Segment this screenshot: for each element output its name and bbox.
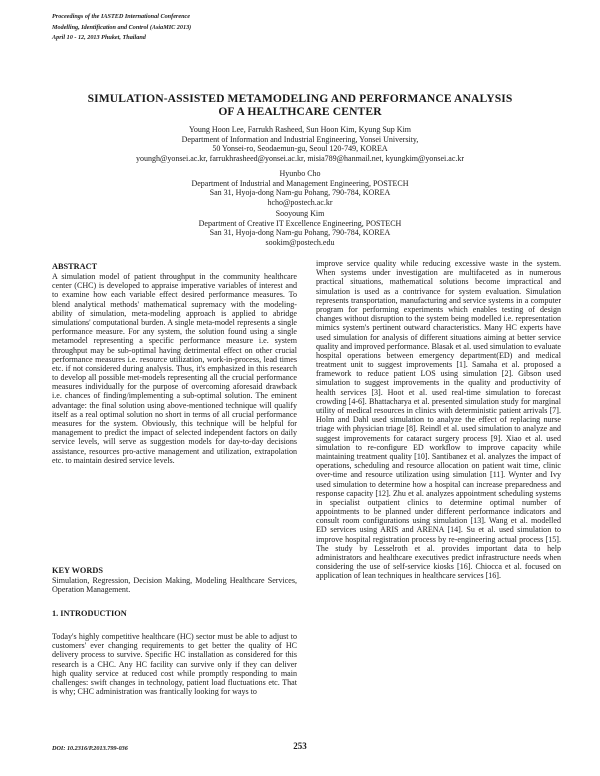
author-names: Sooyoung Kim: [275, 209, 325, 218]
left-column: [52, 262, 297, 465]
author-names: Young Hoon Lee, Farrukh Rasheed, Sun Hoon Kim, Kyung Sup Kim: [188, 125, 412, 134]
address: San 31, Hyoja-dong Nam-gu Pohang, 790-784, KOREA: [209, 228, 391, 238]
department: Department of Creative IT Excellence Engineering, POSTECH: [198, 218, 402, 228]
abstract-text: A simulation model of patient throughput in the community healthcare center (CHC) is developed to appraise imperative variables of interest and to examine how each variable effect desired performance measures. To blend analytical methods' mathematical supremacy with the modeling-ability of simulation, meta-modeling approach is applied to abridge simulations' computational burden. A single meta-model represents a single performance measure. For any system, the solution found using a single metamodel representing a specific performance measure i.e. system throughput may be sub-optimal having detrimental effect on other crucial performance measures i.e. resource utilization, work-in-process, lead times etc. if not considered during analysis. Thus, it's emphasized in this research to develop all possible met-models representing all the crucial performance measures individually for the purpose of overcoming aforesaid drawback i.e. chances of finding/implementing a sub-optimal solution. The eminent advantage: the final solution using above-mentioned technique will qualify itself as a real optimal solution no short in terms of all crucial performance measures for the system. Obviously, this technique will be helpful for management to predict the impact of selected independent factors on daily service levels, will serve as suggestion models for day-to-day decisions assistance, resources pro-active management and utilization, extrapolation etc. to maintain desired service levels.: [52, 272, 297, 465]
date-line: April 10 - 12, 2013 Phuket, Thailand: [52, 34, 146, 41]
keywords-section: [52, 566, 297, 594]
introduction-text-left: Today's highly competitive healthcare (HC) sector must be able to adjust to customers' ever changing requirements to get better the quality of HC delivery process to survive. Specific HC installation as considered for this research is a CHC. Any HC facility can survive only if they can deliver high quality service at reduced cost while promptly responding to main challenges: swift changes in technology, patient load fluctuations etc. That is why; CHC administration was frantically looking for ways to: [52, 632, 297, 697]
department: Department of Industrial and Management Engineering, POSTECH: [191, 178, 409, 188]
proceedings-header: [52, 12, 191, 44]
conference-line: Modelling, Identification and Control (AsiaMIC 2013): [52, 23, 192, 31]
proceedings-line: Proceedings of the IASTED International Conference: [52, 13, 191, 20]
introduction-text-right: improve service quality while reducing excessive waste in the system. When systems under investigation are multifaceted as in numerous practical situations, mathematical solutions become impractical and simulation is used as a contrivance for system evaluation. Simulation represents transportation, manufacturing and service systems in a computer program for performing experiments which enables testing of design changes without disruption to the system being modelled i.e. representation mimics system's pertinent outward characteristics. Many HC experts have used simulation for analysis of different situations aiming at better service quality and improved performance. Blasak et al. used simulation to evaluate hospital operations between emergency department(ED) and medical treatment unit to suggest improvements [1]. Samaha et al. proposed a framework to reduce patient LOS using simulation [2]. Gibson used simulation to suggest improvements in the quality and productivity of health services [3]. Hoot et al. used real-time simulation to forecast crowding [4-6]. Bhattacharya et al. presented simulation study for marginal utility of medical resources in clinics with deterministic patient arrivals [7]. Holm and Dahl used simulation to analyze the effect of replacing nurse triage with physician triage [8]. Reindl et al. used simulation to analyze and suggest improvements for cataract surgery process [9]. Xiao et al. used simulation to re-configure ED workflow to improve capacity while maintaining treatment quality [10]. Santibanez et al. analyzes the impact of operations, scheduling and resource allocation on patient wait time, clinic over-time and resource utilization using simulation [11]. Wynter and Ivy used simulation to determine how a hospital can increase preparedness and response capacity [12]. Zhu et al. analyzes appointment scheduling systems in specialist outpatient clinics to determine optimal number of appointments to be planned under different performance indicators and consult room configurations using simulation [13]. Wang et al. modelled ED services using ARIS and ARENA [14]. Su et al. used simulation to improve hospital registration process by re-engineering actual process [15]. The study by Lesselroth et al. provides important data to help administrators and healthcare executives predict infrastructure needs when considering the use of self-service kiosks [16]. Chiocca et al. focused on application of lean techniques in healthcare services [16].: [316, 259, 561, 581]
email: youngh@yonsei.ac.kr, farrukhrasheed@yonsei.ac.kr, misia789@hanmail.net, kyungkim@yonsei.ac.kr: [135, 153, 465, 163]
title-line-1: SIMULATION-ASSISTED METAMODELING AND PERFORMANCE ANALYSIS: [87, 92, 513, 105]
email: sookim@postech.edu: [265, 237, 335, 247]
doi: DOI: 10.2316/P.2013.799-036: [52, 745, 128, 752]
email: hcho@postech.ac.kr: [267, 197, 333, 207]
introduction-heading-block: [52, 609, 297, 619]
affiliation-block-2: [60, 169, 540, 207]
affiliation-block-1: [60, 125, 540, 163]
keywords-heading: KEY WORDS: [52, 566, 103, 575]
paper-title: [40, 92, 560, 118]
introduction-heading: 1. INTRODUCTION: [52, 609, 127, 618]
introduction-left: [52, 632, 297, 696]
page-number: 253: [293, 741, 307, 751]
author-names: Hyunbo Cho: [279, 169, 321, 178]
department: Department of Information and Industrial Engineering, Yonsei University,: [181, 134, 419, 144]
abstract-heading: ABSTRACT: [52, 262, 98, 271]
address: 50 Yonsei-ro, Seodaemun-gu, Seoul 120-749, KOREA: [212, 144, 388, 154]
address: San 31, Hyoja-dong Nam-gu Pohang, 790-784, KOREA: [209, 188, 391, 198]
title-line-2: OF A HEALTHCARE CENTER: [218, 105, 382, 118]
keywords-text: Simulation, Regression, Decision Making, Modeling Healthcare Services, Operation Management.: [52, 576, 297, 595]
affiliation-block-3: [60, 209, 540, 247]
right-column: [316, 259, 561, 581]
